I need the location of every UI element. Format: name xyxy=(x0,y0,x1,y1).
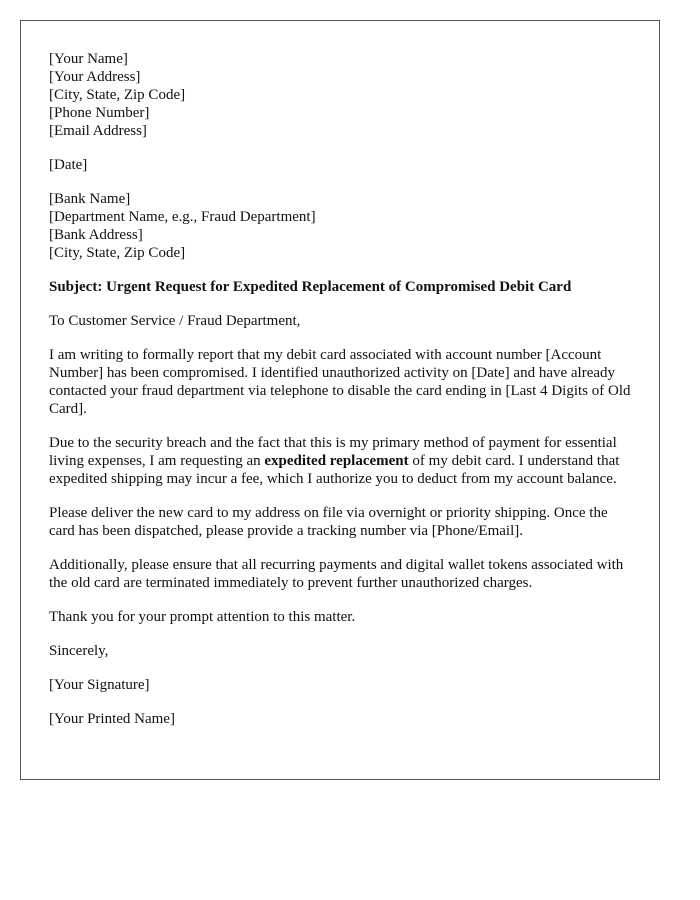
recipient-city-state-zip: [City, State, Zip Code] xyxy=(49,245,186,261)
recipient-bank-address: [Bank Address] xyxy=(49,227,143,243)
paragraph-recurring-payments: Additionally, please ensure that all recurring payments and digital wallet tokens associated with the old card are terminated immediately to prevent further unauthorized charges. xyxy=(49,557,624,591)
closing: Sincerely, xyxy=(49,643,109,659)
paragraph-request-start: Due to the security breach and the fact that this is my primary method of payment for essential living expenses, I am requesting an xyxy=(49,435,617,469)
sender-city-state-zip: [City, State, Zip Code] xyxy=(49,87,186,103)
date-block xyxy=(49,156,631,174)
recipient-bank-name: [Bank Name] xyxy=(49,191,131,207)
sender-block xyxy=(49,50,631,140)
salutation: To Customer Service / Fraud Department, xyxy=(49,313,301,329)
sender-email: [Email Address] xyxy=(49,123,147,139)
signature-placeholder: [Your Signature] xyxy=(49,677,150,693)
paragraph-thanks: Thank you for your prompt attention to this matter. xyxy=(49,609,356,625)
paragraph-delivery: Please deliver the new card to my address on file via overnight or priority shipping. Once the card has been dispatched, please provide a tracking number via [Phone/Email]. xyxy=(49,505,608,539)
letter-document xyxy=(20,20,660,780)
paragraph-request xyxy=(49,434,631,488)
sender-address: [Your Address] xyxy=(49,69,141,85)
sender-phone: [Phone Number] xyxy=(49,105,150,121)
sender-name: [Your Name] xyxy=(49,51,128,67)
expedited-replacement-emphasis: expedited replacement xyxy=(264,453,409,469)
letter-date: [Date] xyxy=(49,157,88,173)
printed-name-placeholder: [Your Printed Name] xyxy=(49,711,175,727)
subject-line: Subject: Urgent Request for Expedited Replacement of Compromised Debit Card xyxy=(49,279,572,295)
recipient-department: [Department Name, e.g., Fraud Department] xyxy=(49,209,316,225)
paragraph-report: I am writing to formally report that my debit card associated with account number [Account Number] has been compromised. I identified unauthorized activity on [Date] and have already contacted your fraud department via telephone to disable the card ending in [Last 4 Digits of Old Card]. xyxy=(49,347,631,417)
recipient-block xyxy=(49,190,631,262)
paragraph-request-end: of my debit card. I understand that expedited shipping may incur a fee, which I authorize you to deduct from my account balance. xyxy=(49,453,620,487)
